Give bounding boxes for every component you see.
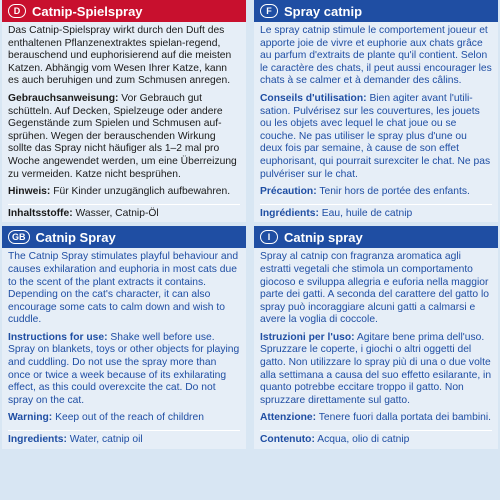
english-title: Catnip Spray xyxy=(35,229,116,245)
english-body xyxy=(2,248,246,448)
german-intro: Das Catnip-Spielspray wirkt durch den Duft des enthaltenen Pflanzenextraktes spielan-regend, berauschend und euphorisierend auf die meisten Katzen. Abhängig vom Wesen Ihrer Katze, kann es auch beruhigen und zum Schmusen anregen. xyxy=(8,25,232,87)
italian-usage: Istruzioni per l'uso: Agitare bene prima dell'uso. Spruzzare le coperte, i giochi o altri oggetti del gatto. Non utilizzare lo spray più di una o due volte alla settimana a causa del suo effetto esilarante, in quanto potrebbe eccitare troppo il gatto. Non spruzzare direttamente sul gatto. xyxy=(260,331,492,406)
french-header xyxy=(254,0,498,22)
english-usage: Instructions for use: Shake well before use. Spray on blankets, toys or other objects for playing and cuddling. Do not use the spray more than once or twice a week because of its exhilarating effect, as this could overexcite the cat. Do not spray on the cat. xyxy=(8,331,240,406)
german-hint: Hinweis: Für Kinder unzugänglich aufbewahren. xyxy=(8,186,231,198)
german-country-badge: D xyxy=(8,4,26,18)
italian-body xyxy=(254,248,498,448)
german-header xyxy=(2,0,246,22)
italian-intro: Spray al catnip con fragranza aromatica agli estratti vegetali che stimola un comportamento giocoso e sviluppa allegria e euforia nella maggior parte dei gatti. A seconda del carattere del gatto lo spray può incoraggiare alcuni gatti a calmarsi e avere la voglia di coccole. xyxy=(260,251,489,326)
italian-attention: Attenzione: Tenere fuori dalla portata dei bambini. xyxy=(260,412,492,424)
english-warning: Warning: Keep out of the reach of children xyxy=(8,412,204,424)
english-section xyxy=(2,226,246,448)
german-section xyxy=(2,0,246,222)
italian-country-badge: I xyxy=(260,230,278,244)
french-ingredients: Ingrédients: Eau, huile de catnip xyxy=(260,204,492,221)
italian-content: Contenuto: Acqua, olio di catnip xyxy=(260,430,492,447)
italian-section xyxy=(254,226,498,448)
french-country-badge: F xyxy=(260,4,278,18)
german-usage: Gebrauchsanweisung: Vor Gebrauch gut schütteln. Auf Decken, Spielzeuge oder andere Gegenstände zum Spielen und Schmusen auf-sprühen. Wegen der berauschenden Wirkung sollte das Spray nicht häufiger als 1–2 mal pro Woche angewendet werden, um eine Überreizung zu vermeiden. Katze nicht besprühen. xyxy=(8,92,237,180)
french-body xyxy=(254,22,498,222)
italian-header xyxy=(254,226,498,248)
german-body xyxy=(2,22,246,222)
german-ingredients: Inhaltsstoffe: Wasser, Catnip-Öl xyxy=(8,204,240,221)
french-intro: Le spray catnip stimule le comportement joueur et apporte joie de vivre et euphorie aux chats grâce au parfum d'extraits de plante qu'il contient. Selon le caractère des chats, il peut aussi encourager les chats à se calmer et à demander des câlins. xyxy=(260,25,492,87)
english-country-badge: GB xyxy=(8,230,30,244)
english-header xyxy=(2,226,246,248)
right-column xyxy=(254,0,498,500)
english-intro: The Catnip Spray stimulates playful behaviour and causes exhilaration and euphoria in most cats due to the scent of the plant extracts it contains. Depending on the cat's character, it can also encourage some cats to calm down and wish to cuddle. xyxy=(8,251,239,326)
italian-title: Catnip spray xyxy=(284,229,363,245)
french-usage: Conseils d'utilisation: Bien agiter avant l'utili-sation. Pulvérisez sur les couvertures, les jouets ou les objets avec lequel le chat joue ou se couche. Ne pas utiliser le spray plus d'une ou deux fois par semaine, à cause de son effet euphorisant, qui pourrait surexciter le chat. Ne pas pulvériser sur le chat. xyxy=(260,92,491,180)
german-title: Catnip-Spielspray xyxy=(32,3,143,19)
french-section xyxy=(254,0,498,222)
left-column xyxy=(2,0,246,500)
english-ingredients: Ingredients: Water, catnip oil xyxy=(8,430,240,447)
french-title: Spray catnip xyxy=(284,3,363,19)
french-caution: Précaution: Tenir hors de portée des enfants. xyxy=(260,186,470,198)
